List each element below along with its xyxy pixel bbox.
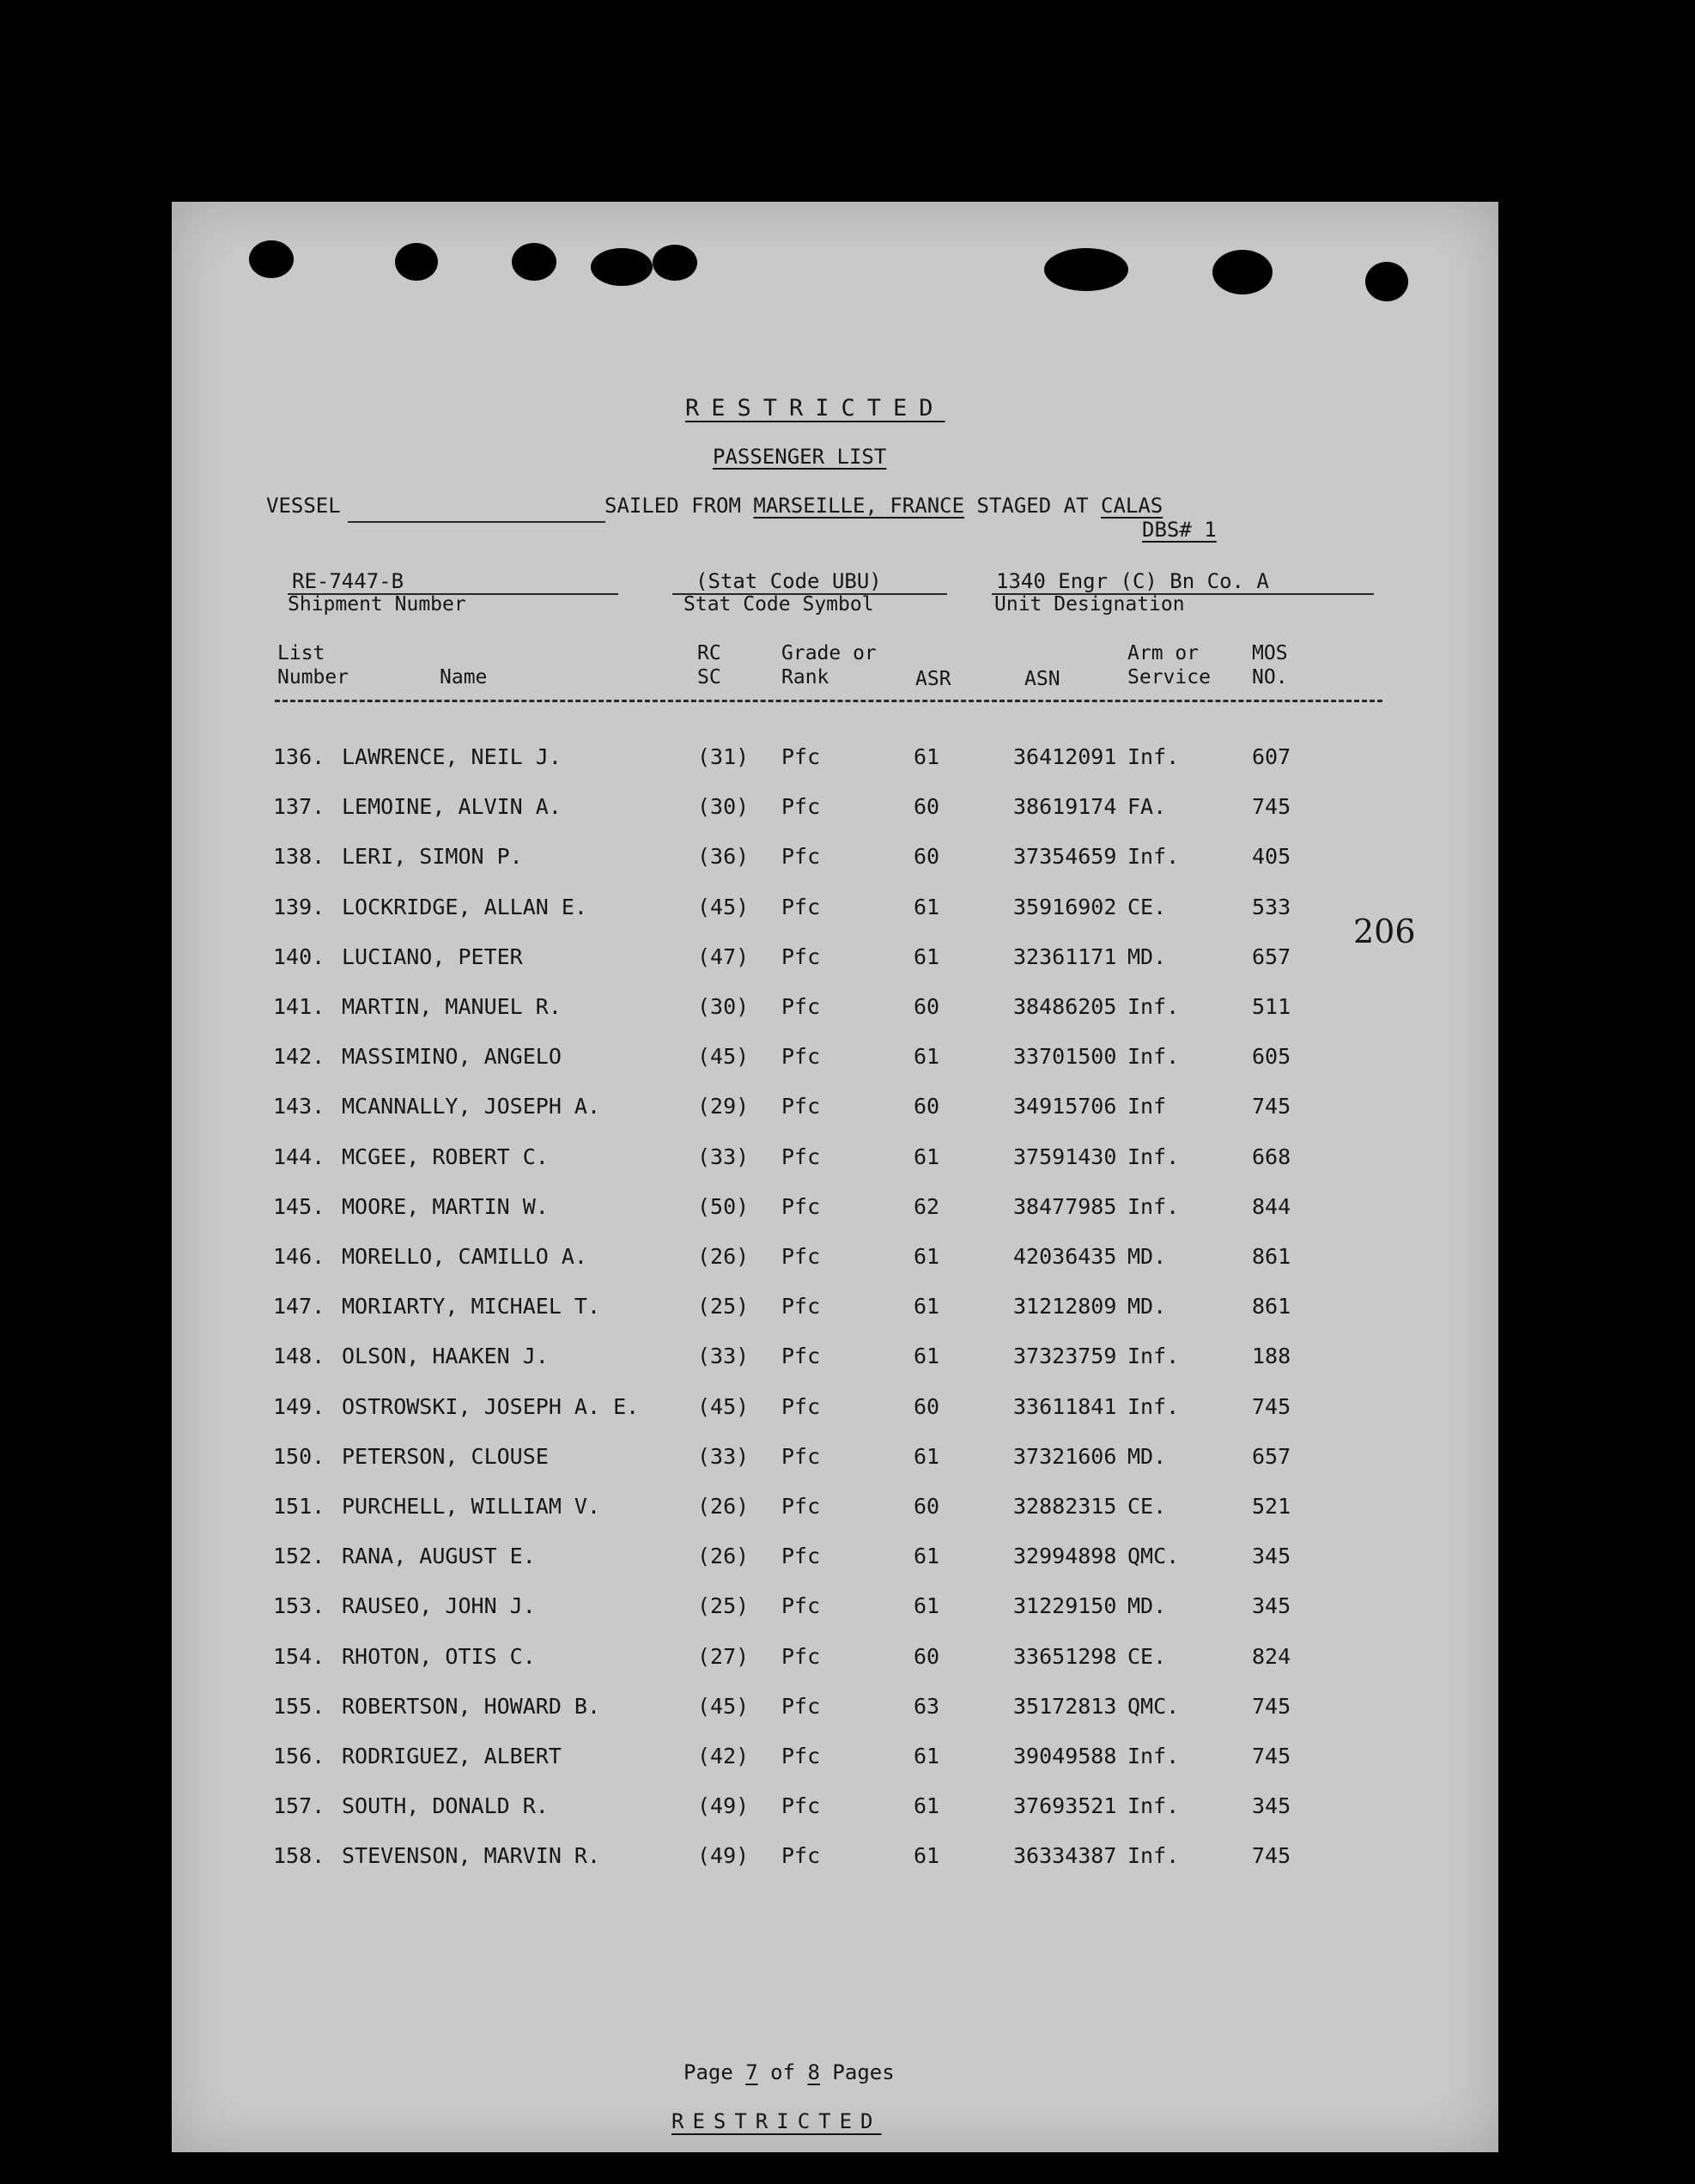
punch-hole <box>591 248 653 286</box>
table-row <box>273 1444 1406 1478</box>
stat-code-label: Stat Code Symbol <box>683 593 874 616</box>
row-rank: Pfc <box>781 1693 821 1719</box>
row-asr: 61 <box>914 1544 940 1569</box>
row-asn: 36412091 <box>1013 744 1117 769</box>
row-arm: Inf. <box>1127 1044 1180 1070</box>
punch-hole <box>653 245 697 281</box>
table-row <box>273 1094 1406 1128</box>
row-asr: 60 <box>914 1094 940 1119</box>
row-name: LUCIANO, PETER <box>342 943 523 969</box>
table-row <box>273 1294 1406 1328</box>
col-rcsc-line1: RC <box>697 642 721 664</box>
row-mos: 657 <box>1252 1443 1291 1469</box>
row-asn: 36334387 <box>1013 1843 1117 1869</box>
row-arm: Inf. <box>1127 1144 1180 1169</box>
row-name: ROBERTSON, HOWARD B. <box>342 1693 601 1719</box>
row-asr: 61 <box>914 1744 940 1768</box>
table-row <box>273 944 1406 979</box>
row-asr: 61 <box>914 1843 940 1869</box>
row-rcsc: (45) <box>697 1393 750 1419</box>
staged-prefix: STAGED AT <box>976 494 1089 518</box>
row-asr: 61 <box>914 894 940 919</box>
table-row <box>273 994 1406 1028</box>
row-asr: 62 <box>914 1193 940 1219</box>
row-rank: Pfc <box>781 943 821 969</box>
row-rcsc: (45) <box>697 1044 750 1070</box>
row-list-number: 144. <box>273 1144 325 1169</box>
col-asn: ASN <box>1024 668 1060 690</box>
row-mos: 345 <box>1252 1793 1291 1819</box>
row-mos: 745 <box>1252 1693 1291 1719</box>
row-name: LEMOINE, ALVIN A. <box>342 794 562 820</box>
row-arm: QMC. <box>1127 1544 1180 1569</box>
table-row <box>273 1644 1406 1678</box>
row-list-number: 150. <box>273 1443 325 1469</box>
table-row <box>273 1494 1406 1528</box>
row-arm: Inf. <box>1127 844 1180 870</box>
col-arm <box>1127 641 1211 689</box>
row-rank: Pfc <box>781 1193 821 1219</box>
row-rcsc: (36) <box>697 844 750 870</box>
punch-hole <box>249 240 294 278</box>
page-total: 8 <box>807 2060 820 2084</box>
row-asr: 60 <box>914 794 940 820</box>
row-list-number: 154. <box>273 1643 325 1669</box>
row-asn: 39049588 <box>1013 1744 1117 1768</box>
row-asn: 32994898 <box>1013 1544 1117 1569</box>
row-rcsc: (27) <box>697 1643 750 1669</box>
row-asn: 42036435 <box>1013 1244 1117 1269</box>
col-arm-line1: Arm or <box>1127 642 1200 664</box>
row-rcsc: (26) <box>697 1494 750 1519</box>
row-arm: Inf <box>1127 1094 1167 1119</box>
row-rcsc: (50) <box>697 1193 750 1219</box>
row-asr: 60 <box>914 994 940 1019</box>
shipment-number: RE-7447-B <box>292 569 404 593</box>
row-rcsc: (25) <box>697 1294 750 1320</box>
header-title: RESTRICTED <box>685 395 945 422</box>
row-name: LAWRENCE, NEIL J. <box>342 744 562 769</box>
row-asr: 61 <box>914 1593 940 1619</box>
table-row <box>273 1744 1406 1778</box>
col-rcsc <box>697 641 721 689</box>
col-rcsc-line2: SC <box>697 666 721 689</box>
row-name: OSTROWSKI, JOSEPH A. E. <box>342 1393 640 1419</box>
row-rcsc: (33) <box>697 1443 750 1469</box>
row-list-number: 143. <box>273 1094 325 1119</box>
row-arm: Inf. <box>1127 1793 1180 1819</box>
row-mos: 844 <box>1252 1193 1291 1219</box>
col-list-number <box>277 641 349 689</box>
sailed-from: MARSEILLE, FRANCE <box>753 494 965 518</box>
row-mos: 405 <box>1252 844 1291 870</box>
row-list-number: 155. <box>273 1693 325 1719</box>
col-mos-line2: NO. <box>1252 666 1288 689</box>
row-name: MCGEE, ROBERT C. <box>342 1144 549 1169</box>
page-current: 7 <box>745 2060 758 2084</box>
row-asn: 37354659 <box>1013 844 1117 870</box>
stat-code: (Stat Code UBU) <box>696 569 882 593</box>
row-rcsc: (31) <box>697 744 750 769</box>
sailed-prefix: SAILED FROM <box>604 494 741 518</box>
row-rank: Pfc <box>781 1244 821 1269</box>
row-arm: MD. <box>1127 1294 1167 1320</box>
row-list-number: 137. <box>273 794 325 820</box>
col-arm-line2: Service <box>1127 666 1211 689</box>
unit-label: Unit Designation <box>994 593 1185 616</box>
row-list-number: 158. <box>273 1843 325 1869</box>
row-mos: 521 <box>1252 1494 1291 1519</box>
col-grade-line1: Grade or <box>781 642 877 664</box>
row-name: RHOTON, OTIS C. <box>342 1643 536 1669</box>
row-rank: Pfc <box>781 994 821 1019</box>
row-name: RODRIGUEZ, ALBERT <box>342 1744 562 1768</box>
row-mos: 745 <box>1252 1744 1291 1768</box>
row-list-number: 145. <box>273 1193 325 1219</box>
unit-designation: 1340 Engr (C) Bn Co. A <box>996 569 1269 593</box>
stamp-number: 206 <box>1353 913 1416 950</box>
row-asr: 61 <box>914 1294 940 1320</box>
row-mos: 511 <box>1252 994 1291 1019</box>
row-name: MORIARTY, MICHAEL T. <box>342 1294 601 1320</box>
row-mos: 657 <box>1252 943 1291 969</box>
row-arm: Inf. <box>1127 1744 1180 1768</box>
row-name: STEVENSON, MARVIN R. <box>342 1843 601 1869</box>
row-asr: 61 <box>914 1443 940 1469</box>
row-rank: Pfc <box>781 1393 821 1419</box>
row-list-number: 152. <box>273 1544 325 1569</box>
row-list-number: 153. <box>273 1593 325 1619</box>
row-name: OLSON, HAAKEN J. <box>342 1344 549 1369</box>
page-of: of <box>770 2060 796 2084</box>
row-mos: 668 <box>1252 1144 1291 1169</box>
row-name: MARTIN, MANUEL R. <box>342 994 562 1019</box>
col-grade <box>781 641 877 689</box>
row-arm: FA. <box>1127 794 1167 820</box>
table-row <box>273 1344 1406 1378</box>
punch-hole <box>1212 250 1273 294</box>
row-asr: 60 <box>914 1643 940 1669</box>
row-mos: 745 <box>1252 1843 1291 1869</box>
row-asn: 38619174 <box>1013 794 1117 820</box>
row-list-number: 138. <box>273 844 325 870</box>
table-row <box>273 794 1406 828</box>
row-rcsc: (42) <box>697 1744 750 1768</box>
row-rcsc: (26) <box>697 1544 750 1569</box>
row-list-number: 156. <box>273 1744 325 1768</box>
row-asr: 60 <box>914 1494 940 1519</box>
table-row <box>273 1394 1406 1429</box>
row-rcsc: (33) <box>697 1344 750 1369</box>
row-arm: CE. <box>1127 894 1167 919</box>
row-asn: 32882315 <box>1013 1494 1117 1519</box>
row-rank: Pfc <box>781 1344 821 1369</box>
row-list-number: 147. <box>273 1294 325 1320</box>
col-mos <box>1252 641 1288 689</box>
row-rank: Pfc <box>781 1593 821 1619</box>
page-indicator <box>683 2060 895 2084</box>
footer-title: RESTRICTED <box>671 2109 882 2133</box>
row-arm: Inf. <box>1127 1393 1180 1419</box>
row-list-number: 151. <box>273 1494 325 1519</box>
punch-hole <box>395 243 438 281</box>
table-row <box>273 1843 1406 1878</box>
row-rcsc: (47) <box>697 943 750 969</box>
row-rank: Pfc <box>781 1793 821 1819</box>
row-arm: Inf. <box>1127 1193 1180 1219</box>
row-name: MOORE, MARTIN W. <box>342 1193 549 1219</box>
row-asn: 38477985 <box>1013 1193 1117 1219</box>
list-title: PASSENGER LIST <box>713 445 887 469</box>
row-arm: Inf. <box>1127 1843 1180 1869</box>
row-asr: 60 <box>914 844 940 870</box>
row-mos: 605 <box>1252 1044 1291 1070</box>
row-asr: 63 <box>914 1693 940 1719</box>
row-asn: 33651298 <box>1013 1643 1117 1669</box>
row-rank: Pfc <box>781 1643 821 1669</box>
row-rank: Pfc <box>781 1494 821 1519</box>
row-name: SOUTH, DONALD R. <box>342 1793 549 1819</box>
row-rcsc: (25) <box>697 1593 750 1619</box>
table-row <box>273 1044 1406 1078</box>
table-row <box>273 1194 1406 1228</box>
row-asn: 37323759 <box>1013 1344 1117 1369</box>
dbs-number: DBS# 1 <box>1142 518 1217 542</box>
col-list-number-line2: Number <box>277 666 349 689</box>
row-rank: Pfc <box>781 1843 821 1869</box>
row-mos: 607 <box>1252 744 1291 769</box>
row-name: PURCHELL, WILLIAM V. <box>342 1494 601 1519</box>
row-asr: 61 <box>914 744 940 769</box>
row-mos: 745 <box>1252 794 1291 820</box>
row-asr: 61 <box>914 1244 940 1269</box>
row-rank: Pfc <box>781 1294 821 1320</box>
row-rcsc: (45) <box>697 1693 750 1719</box>
row-list-number: 146. <box>273 1244 325 1269</box>
row-mos: 188 <box>1252 1344 1291 1369</box>
row-name: RAUSEO, JOHN J. <box>342 1593 536 1619</box>
row-name: LERI, SIMON P. <box>342 844 523 870</box>
row-name: RANA, AUGUST E. <box>342 1544 536 1569</box>
page-suffix: Pages <box>832 2060 895 2084</box>
row-mos: 861 <box>1252 1294 1291 1320</box>
row-arm: MD. <box>1127 1244 1167 1269</box>
row-asn: 38486205 <box>1013 994 1117 1019</box>
row-list-number: 148. <box>273 1344 325 1369</box>
row-rank: Pfc <box>781 744 821 769</box>
row-arm: QMC. <box>1127 1693 1180 1719</box>
staged-at: CALAS <box>1101 494 1163 518</box>
col-name: Name <box>440 666 488 689</box>
row-asn: 35916902 <box>1013 894 1117 919</box>
col-mos-line1: MOS <box>1252 642 1288 664</box>
row-asn: 33701500 <box>1013 1044 1117 1070</box>
row-name: LOCKRIDGE, ALLAN E. <box>342 894 587 919</box>
row-arm: MD. <box>1127 943 1167 969</box>
row-rank: Pfc <box>781 1144 821 1169</box>
row-asn: 34915706 <box>1013 1094 1117 1119</box>
row-asr: 61 <box>914 1793 940 1819</box>
row-rank: Pfc <box>781 894 821 919</box>
row-arm: CE. <box>1127 1494 1167 1519</box>
col-grade-line2: Rank <box>781 666 829 689</box>
vessel-blank-line <box>348 521 605 523</box>
row-asr: 61 <box>914 1144 940 1169</box>
row-asn: 35172813 <box>1013 1693 1117 1719</box>
row-rank: Pfc <box>781 1744 821 1768</box>
row-asr: 60 <box>914 1393 940 1419</box>
table-row <box>273 1144 1406 1179</box>
punch-hole <box>512 243 556 281</box>
table-row <box>273 1694 1406 1728</box>
row-asn: 32361171 <box>1013 943 1117 969</box>
row-asn: 31229150 <box>1013 1593 1117 1619</box>
row-list-number: 149. <box>273 1393 325 1419</box>
row-list-number: 142. <box>273 1044 325 1070</box>
row-rcsc: (49) <box>697 1793 750 1819</box>
row-rcsc: (49) <box>697 1843 750 1869</box>
row-arm: Inf. <box>1127 744 1180 769</box>
punch-hole <box>1044 248 1128 291</box>
shipment-label: Shipment Number <box>288 593 466 616</box>
row-rcsc: (30) <box>697 994 750 1019</box>
row-list-number: 136. <box>273 744 325 769</box>
row-rcsc: (33) <box>697 1144 750 1169</box>
header-separator <box>275 700 1382 702</box>
sailed-from-line <box>604 494 1163 518</box>
row-mos: 533 <box>1252 894 1291 919</box>
row-arm: Inf. <box>1127 1344 1180 1369</box>
row-list-number: 140. <box>273 943 325 969</box>
row-asr: 61 <box>914 1344 940 1369</box>
vessel-label: VESSEL <box>266 494 341 518</box>
row-asn: 37693521 <box>1013 1793 1117 1819</box>
row-rank: Pfc <box>781 1094 821 1119</box>
row-name: MORELLO, CAMILLO A. <box>342 1244 587 1269</box>
table-row <box>273 1244 1406 1278</box>
row-list-number: 139. <box>273 894 325 919</box>
table-row <box>273 1544 1406 1578</box>
row-arm: CE. <box>1127 1643 1167 1669</box>
row-asn: 33611841 <box>1013 1393 1117 1419</box>
row-name: MCANNALLY, JOSEPH A. <box>342 1094 601 1119</box>
row-name: MASSIMINO, ANGELO <box>342 1044 562 1070</box>
punch-hole <box>1365 262 1408 301</box>
row-list-number: 141. <box>273 994 325 1019</box>
row-mos: 345 <box>1252 1593 1291 1619</box>
row-arm: MD. <box>1127 1593 1167 1619</box>
row-mos: 745 <box>1252 1393 1291 1419</box>
table-row <box>273 844 1406 878</box>
page-prefix: Page <box>683 2060 733 2084</box>
row-rank: Pfc <box>781 1443 821 1469</box>
row-asn: 31212809 <box>1013 1294 1117 1320</box>
table-row <box>273 895 1406 929</box>
row-rank: Pfc <box>781 1044 821 1070</box>
row-rcsc: (30) <box>697 794 750 820</box>
document-page <box>172 202 1498 2152</box>
table-row <box>273 1793 1406 1828</box>
row-asr: 61 <box>914 1044 940 1070</box>
row-mos: 861 <box>1252 1244 1291 1269</box>
row-name: PETERSON, CLOUSE <box>342 1443 549 1469</box>
col-list-number-line1: List <box>277 642 325 664</box>
row-asn: 37321606 <box>1013 1443 1117 1469</box>
table-row <box>273 744 1406 779</box>
row-rank: Pfc <box>781 1544 821 1569</box>
row-arm: Inf. <box>1127 994 1180 1019</box>
row-arm: MD. <box>1127 1443 1167 1469</box>
row-rcsc: (26) <box>697 1244 750 1269</box>
row-asr: 61 <box>914 943 940 969</box>
row-rcsc: (45) <box>697 894 750 919</box>
col-asr: ASR <box>915 668 951 690</box>
row-mos: 824 <box>1252 1643 1291 1669</box>
row-list-number: 157. <box>273 1793 325 1819</box>
row-rcsc: (29) <box>697 1094 750 1119</box>
row-mos: 345 <box>1252 1544 1291 1569</box>
row-mos: 745 <box>1252 1094 1291 1119</box>
table-row <box>273 1593 1406 1628</box>
row-rank: Pfc <box>781 844 821 870</box>
row-asn: 37591430 <box>1013 1144 1117 1169</box>
row-rank: Pfc <box>781 794 821 820</box>
